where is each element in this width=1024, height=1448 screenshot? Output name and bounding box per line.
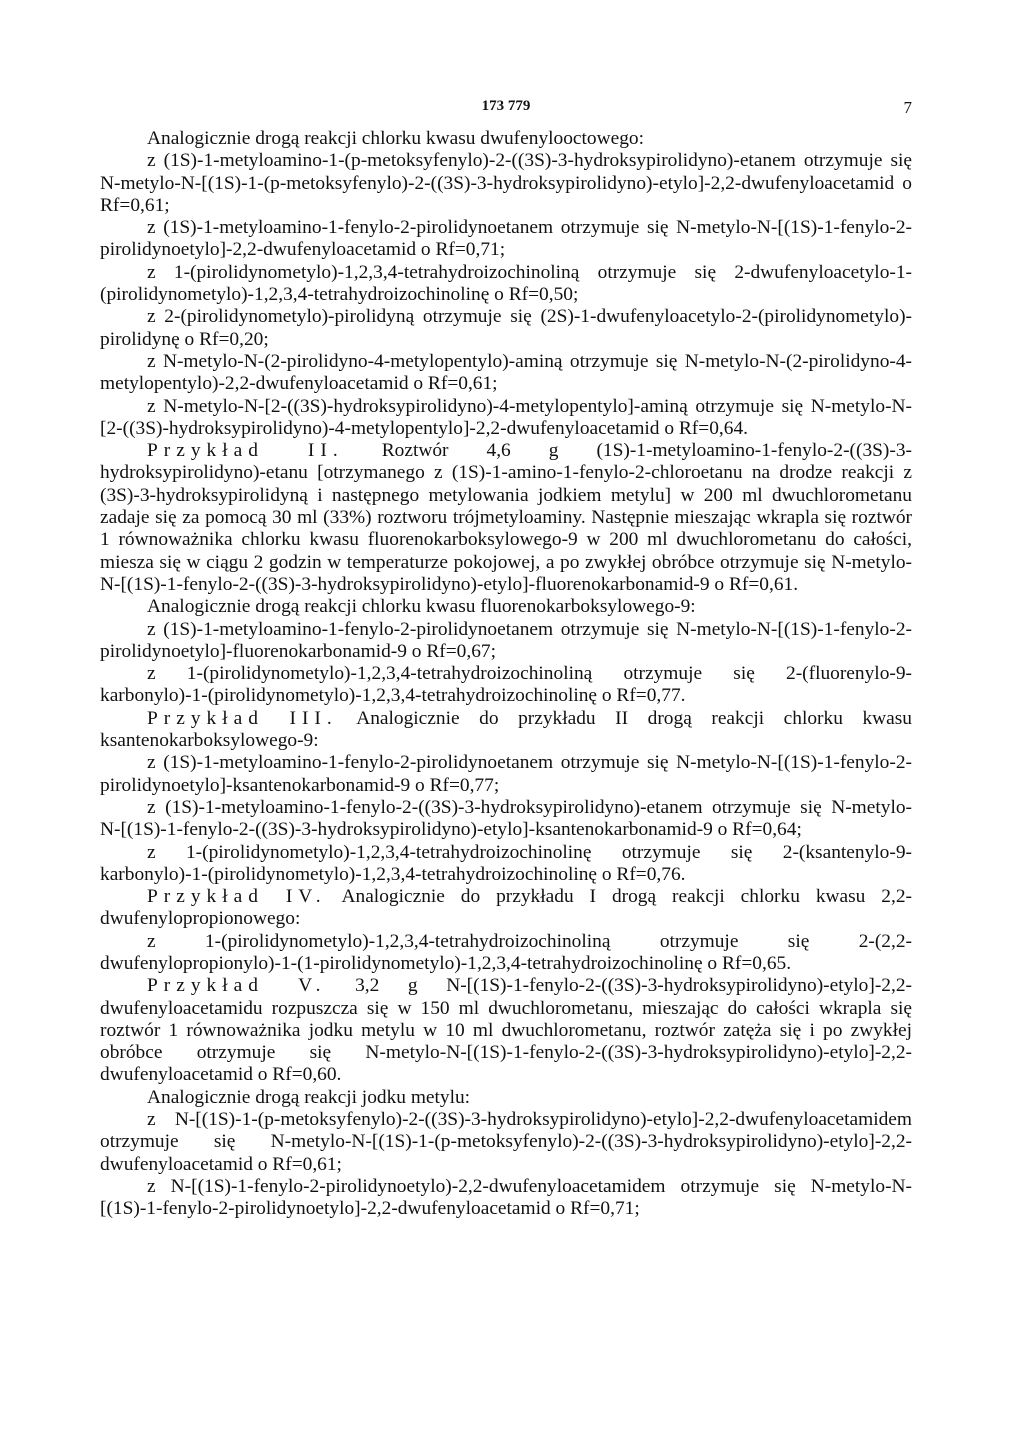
example-paragraph (100, 886, 912, 931)
paragraph: z N-[(1S)-1-fenylo-2-pirolidynoetylo)-2,2-dwufenyloacetamidem otrzymuje się N-metylo-N-[(1S)-1-fenylo-2-pirolidynoetylo]-2,2-dwufenyloacetamid o Rf=0,71; (100, 1175, 912, 1220)
paragraph: z (1S)-1-metyloamino-1-fenylo-2-pirolidynoetanem otrzymuje się N-metylo-N-[(1S)-1-fenylo-2-pirolidynoetylo]-2,2-dwufenyloacetamid o Rf=0,71; (100, 217, 912, 261)
paragraph: z (1S)-1-metyloamino-1-(p-metoksyfenylo)-2-((3S)-3-hydroksypirolidyno)-etanem otrzymuje się N-metylo-N-[(1S)-1-(p-metoksyfenylo)-2-((3S)-3-hydroksypirolidyno)-etylo]-2,2-dwufenyloacetamid o Rf=0,61; (100, 150, 912, 216)
body-text (100, 128, 912, 1221)
paragraph: z 1-(pirolidynometylo)-1,2,3,4-tetrahydroizochinoliną otrzymuje się 2-dwufenyloacetylo-1-(pirolidynometylo)-1,2,3,4-tetrahydroizochinolinę o Rf=0,50; (100, 261, 912, 306)
example-heading: Przykład II. (147, 440, 344, 462)
paragraph: Analogicznie drogą reakcji chlorku kwasu dwufenylooctowego: (147, 128, 644, 149)
paragraph: z (1S)-1-metyloamino-1-fenylo-2-((3S)-3-hydroksypirolidyno)-etanem otrzymuje się N-metylo-N-[(1S)-1-fenylo-2-((3S)-3-hydroksypirolidyno)-etylo]-ksantenokarbonamid-9 o Rf=0,64; (100, 796, 912, 841)
example-paragraph (100, 975, 912, 1086)
example-heading: Przykład IV. (147, 886, 327, 908)
page-number: 7 (903, 98, 912, 117)
example-text: Analogicznie do przykładu I drogą reakcji chlorku kwasu 2,2-dwufenylopropionowego: (100, 886, 912, 930)
page-id: 173 779 (481, 98, 531, 114)
example-heading: Przykład V. (147, 975, 327, 997)
paragraph: z 2-(pirolidynometylo)-pirolidyną otrzymuje się (2S)-1-dwufenyloacetylo-2-(pirolidynometylo)-pirolidynę o Rf=0,20; (100, 306, 912, 350)
paragraph: Analogicznie drogą reakcji chlorku kwasu fluorenokarboksylowego-9: (147, 596, 696, 618)
example-heading: Przykład III. (147, 707, 338, 729)
paragraph: z 1-(pirolidynometylo)-1,2,3,4-tetrahydroizochinoliną otrzymuje się 2-(fluorenylo-9-karbonylo)-1-(pirolidynometylo)-1,2,3,4-tetrahydroizochinolinę o Rf=0,77. (100, 663, 912, 707)
example-text: Roztwór 4,6 g (1S)-1-metyloamino-1-fenylo-2-((3S)-3-hydroksypirolidyno)-etanu [otrzymanego z (1S)-1-amino-1-fenylo-2-chloroetanu na drodze reakcji z (3S)-3-hydroksypirolidyną i następnego metylowania jodkiem metylu] w 200 ml dwuchlorometanu zadaje się za pomocą 30 ml (33%) roztworu trójmetyloaminy. Następnie mieszając wkrapla się roztwór 1 równoważnika chlorku kwasu fluorenokarboksylowego-9 w 200 ml dwuchlorometanu do całości, miesza się w ciągu 2 godzin w temperaturze pokojowej, a po zwykłej obróbce otrzymuje się N-metylo-N-[(1S)-1-fenylo-2-((3S)-3-hydroksypirolidyno)-etylo]-fluorenokarbonamid-9 o Rf=0,61. (100, 440, 912, 595)
paragraph: z N-[(1S)-1-(p-metoksyfenylo)-2-((3S)-3-hydroksypirolidyno)-etylo]-2,2-dwufenyloacetamidem otrzymuje się N-metylo-N-[(1S)-1-(p-metoksyfenylo)-2-((3S)-3-hydroksypirolidyno)-etylo]-2,2-dwufenyloacetamid o Rf=0,61; (100, 1109, 912, 1175)
example-text: Analogicznie do przykładu II drogą reakcji chlorku kwasu ksantenokarboksylowego-9: (100, 707, 912, 752)
paragraph: z N-metylo-N-(2-pirolidyno-4-metylopentylo)-aminą otrzymuje się N-metylo-N-(2-pirolidyno-4-metylopentylo)-2,2-dwufenyloacetamid o Rf=0,61; (100, 350, 912, 395)
paragraph: Analogicznie drogą reakcji jodku metylu: (147, 1086, 471, 1108)
paragraph: z (1S)-1-metyloamino-1-fenylo-2-pirolidynoetanem otrzymuje się N-metylo-N-[(1S)-1-fenylo-2-pirolidynoetylo]-ksantenokarbonamid-9 o Rf=0,77; (100, 752, 912, 796)
paragraph: z (1S)-1-metyloamino-1-fenylo-2-pirolidynoetanem otrzymuje się N-metylo-N-[(1S)-1-fenylo-2-pirolidynoetylo]-fluorenokarbonamid-9 o Rf=0,67; (100, 618, 912, 662)
example-paragraph (100, 708, 912, 753)
example-paragraph (100, 440, 912, 596)
page-header (100, 96, 912, 120)
example-text: 3,2 g N-[(1S)-1-fenylo-2-((3S)-3-hydroksypirolidyno)-etylo]-2,2-dwufenyloacetamidu rozpuszcza się w 150 ml dwuchlorometanu, mieszając do całości wkrapla się roztwór 1 równoważnika jodku metylu w 10 ml dwuchlorometanu, roztwór zatęża się i po zwykłej obróbce otrzymuje się N-metylo-N-[(1S)-1-fenylo-2-((3S)-3-hydroksypirolidyno)-etylo]-2,2-dwufenyloacetamid o Rf=0,60. (100, 975, 912, 1086)
paragraph: z 1-(pirolidynometylo)-1,2,3,4-tetrahydroizochinolinę otrzymuje się 2-(ksantenylo-9-karbonylo)-1-(pirolidynometylo)-1,2,3,4-tetrahydroizochinolinę o Rf=0,76. (100, 841, 912, 885)
paragraph: z N-metylo-N-[2-((3S)-hydroksypirolidyno)-4-metylopentylo]-aminą otrzymuje się N-metylo-N-[2-((3S)-hydroksypirolidyno)-4-metylopentylo]-2,2-dwufenyloacetamid o Rf=0,64. (100, 395, 912, 439)
paragraph: z 1-(pirolidynometylo)-1,2,3,4-tetrahydroizochinoliną otrzymuje się 2-(2,2-dwufenylopropionylo)-1-(1-pirolidynometylo)-1,2,3,4-tetrahydroizochinolinę o Rf=0,65. (100, 930, 912, 974)
